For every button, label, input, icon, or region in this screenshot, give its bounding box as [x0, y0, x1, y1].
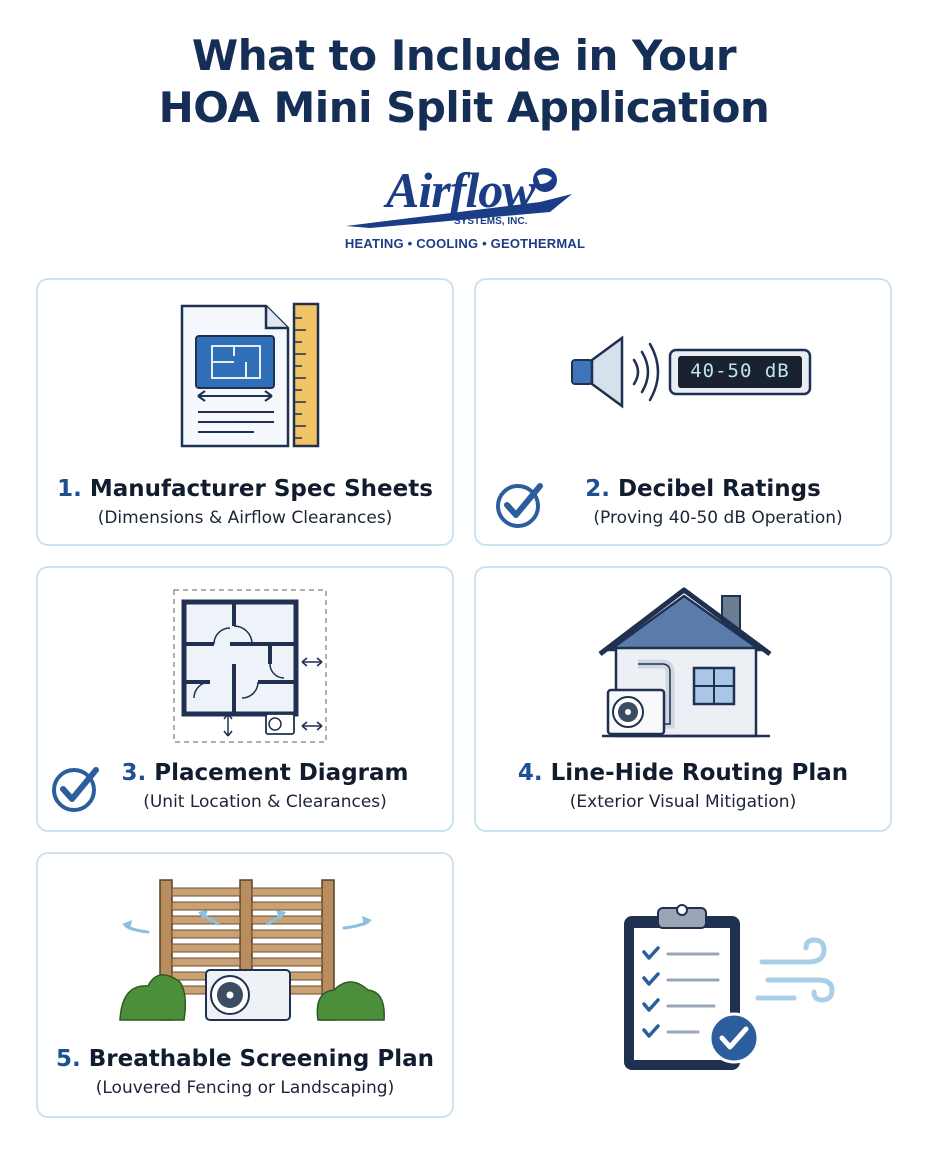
card-breathable-screening: [36, 852, 454, 1118]
card-title: [38, 1046, 452, 1072]
card-line-hide-routing: [474, 566, 892, 832]
card-subtitle: (Louvered Fencing or Landscaping): [95, 1078, 395, 1098]
title-line-1: What to Include in Your: [191, 31, 737, 80]
card-title: [38, 760, 452, 786]
floor-plan-diagram-icon: [170, 586, 330, 746]
clipboard-checklist-airflow-icon: [618, 900, 838, 1076]
card-title-text: Line-Hide Routing Plan: [550, 760, 849, 786]
card-number: 1.: [57, 476, 82, 502]
card-number: 3.: [121, 760, 147, 786]
card-number: 2.: [585, 476, 610, 502]
card-subtitle: (Dimensions & Airflow Clearances): [97, 508, 393, 528]
louvered-fence-unit-icon: [118, 874, 388, 1024]
speaker-decibel-meter-icon: [566, 332, 816, 412]
card-subtitle: (Proving 40-50 dB Operation): [593, 508, 843, 528]
card-placement-diagram: [36, 566, 454, 832]
card-number: 4.: [517, 760, 543, 786]
card-decibel-ratings: [474, 278, 892, 546]
card-title-text: Decibel Ratings: [617, 476, 821, 502]
card-title: [38, 476, 452, 502]
decibel-display-text: 40-50 dB: [690, 360, 790, 382]
house-mini-split-icon: [598, 584, 774, 744]
page-title: [0, 30, 928, 134]
logo-tagline: HEATING • COOLING • GEOTHERMAL: [344, 236, 586, 251]
card-number: 5.: [55, 1046, 81, 1072]
card-title-text: Placement Diagram: [154, 760, 409, 786]
logo-wordmark: Airflow: [386, 162, 535, 218]
card-subtitle: (Unit Location & Clearances): [143, 792, 387, 812]
card-subtitle: (Exterior Visual Mitigation): [569, 792, 797, 812]
airflow-logo: [340, 162, 590, 262]
card-spec-sheets: [36, 278, 454, 546]
card-title-text: Manufacturer Spec Sheets: [89, 476, 433, 502]
card-title: [476, 760, 890, 786]
logo-company: SYSTEMS, INC.: [454, 216, 528, 227]
spec-sheet-blueprint-ruler-icon: [176, 300, 326, 450]
card-title: [476, 476, 890, 502]
card-title-text: Breathable Screening Plan: [88, 1046, 435, 1072]
title-line-2: HOA Mini Split Application: [158, 83, 770, 132]
